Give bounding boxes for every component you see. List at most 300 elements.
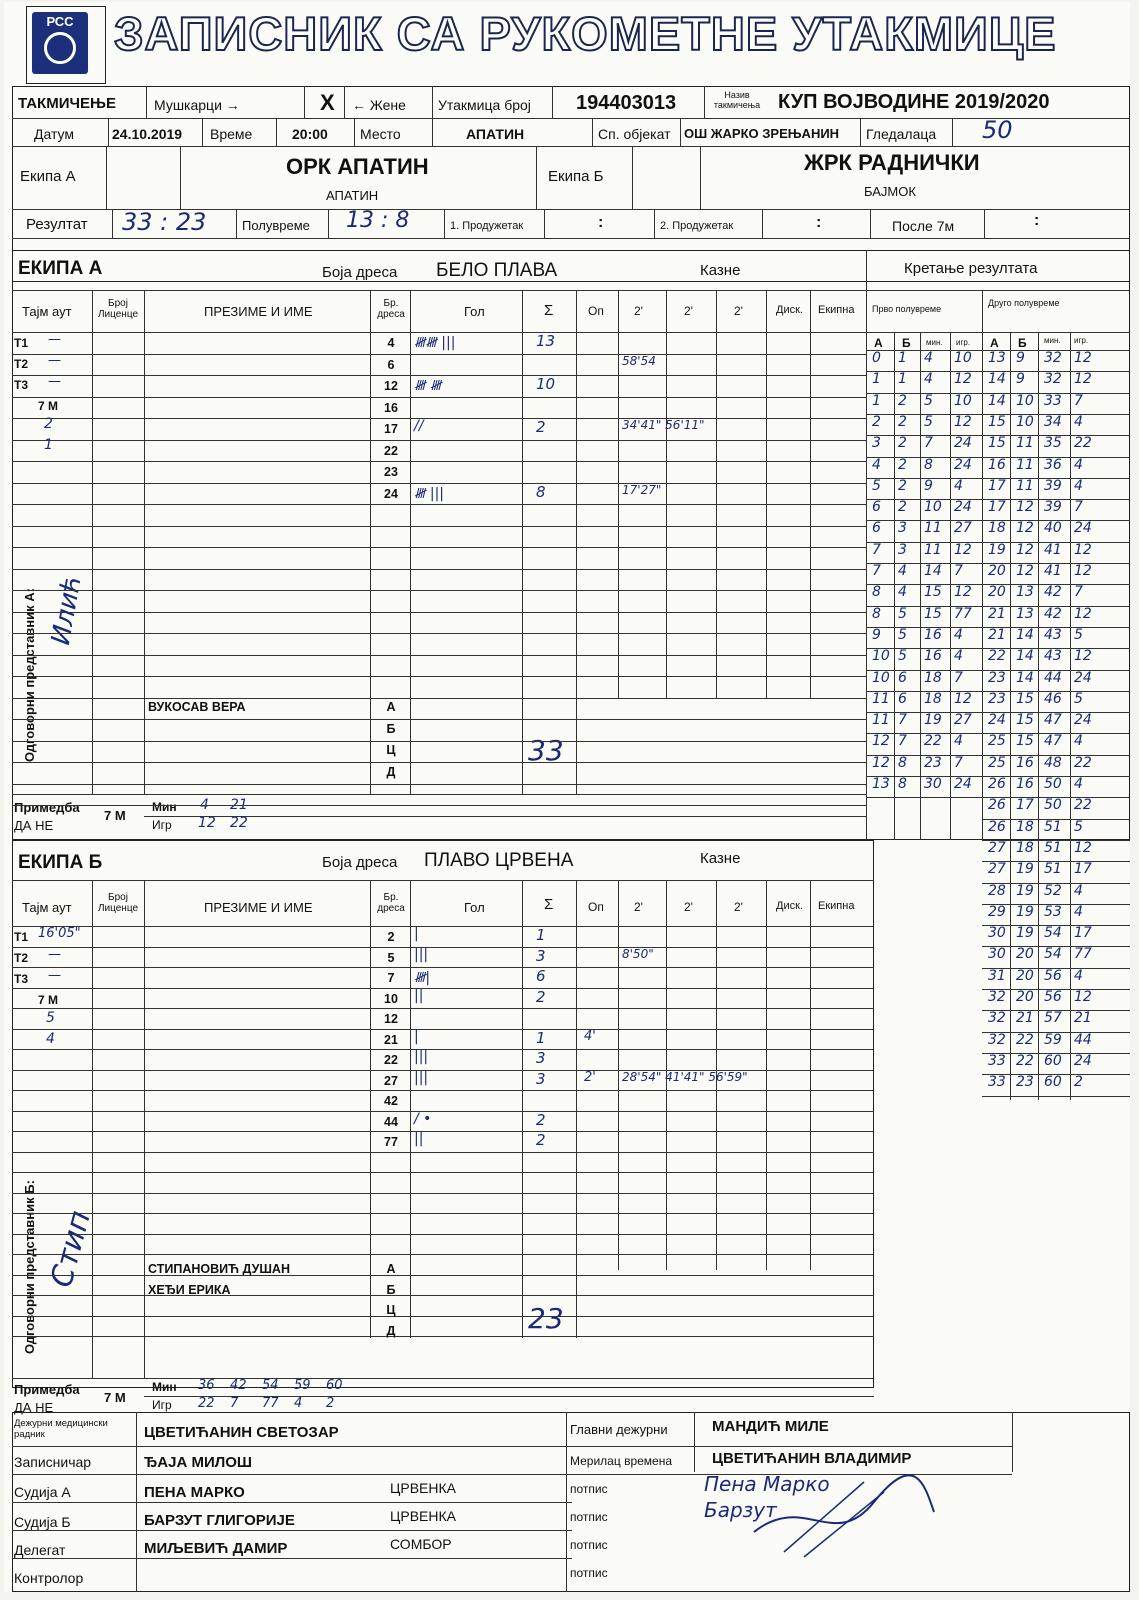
scorer-name: ЂАЈА МИЛОШ: [144, 1454, 252, 1471]
team-a-name: ОРК АПАТИН: [286, 154, 429, 179]
venue-label: Сп. објекат: [598, 126, 671, 142]
flow-row-line: [982, 968, 1130, 969]
official-letter: А: [386, 1262, 396, 1276]
team-b-7m-val-1: 5: [46, 1010, 55, 1026]
team-b-yes-no: ДА НЕ: [14, 1400, 54, 1415]
category-mark: X: [320, 90, 335, 115]
flow-col-line: [950, 332, 951, 840]
flow-first-cell: 10: [924, 499, 942, 516]
row-line: [12, 784, 866, 785]
flow-first-cell: 10: [872, 669, 890, 686]
flow-row-line: [982, 584, 1130, 585]
flow-row-line: [982, 989, 1130, 990]
flow-second-cell: 32: [988, 989, 1006, 1005]
flow-first-cell: 4: [898, 584, 907, 601]
jersey-number: 24: [384, 486, 398, 501]
team-b-7m-footer: 7 M: [104, 1390, 126, 1405]
row-line: [12, 1090, 874, 1091]
flow-second-cell: 48: [1044, 754, 1062, 771]
flow-second-cell: 19: [988, 541, 1006, 558]
flow-col-line: [1010, 332, 1011, 1100]
team-a-heading: ЕКИПА А: [18, 258, 103, 279]
flow-first-cell: 16: [924, 648, 942, 665]
flow-second-cell: 13: [1016, 605, 1034, 622]
flow-h1-a: А: [874, 336, 883, 350]
flow-row-line: [982, 563, 1130, 564]
team-a-t3-label: T3: [14, 378, 29, 392]
row-line: [12, 461, 866, 462]
flow-first-cell: 4: [954, 733, 963, 750]
team-b-igr-entry: 7: [230, 1396, 239, 1411]
jersey-number: 44: [384, 1114, 398, 1129]
team-a-igr-1: 12: [198, 815, 216, 831]
flow-second-cell: 22: [1016, 1031, 1034, 1048]
place-label: Место: [360, 126, 401, 142]
jersey-number: 6: [387, 357, 395, 372]
flow-second-cell: 56: [1044, 967, 1062, 984]
flow-row-line: [982, 1074, 1130, 1075]
flow-row-line: [982, 648, 1130, 649]
team-b-jersey-label: Боја дреса: [322, 854, 398, 871]
flow-second-cell: 54: [1044, 925, 1062, 942]
flow-second-cell: 17: [1074, 925, 1092, 942]
goal-sum: 1: [536, 926, 546, 944]
flow-second-cell: 4: [1074, 903, 1083, 920]
goal-sum: 3: [536, 1049, 546, 1067]
flow-second-cell: 4: [1074, 413, 1083, 430]
flow-h1-igr: игр.: [956, 338, 971, 347]
official-name: ХЕЂИ ЕРИКА: [148, 1282, 231, 1297]
logo-text: РСС: [46, 14, 74, 29]
flow-first-cell: 4: [954, 477, 963, 494]
delegate-name: МИЉЕВИЋ ДАМИР: [144, 1540, 288, 1557]
flow-second-cell: 44: [1074, 1031, 1092, 1048]
flow-first-cell: 7: [898, 733, 907, 750]
b-col-2min-1: 2': [634, 900, 643, 914]
signature-ref-a: Пена Марко: [704, 1472, 830, 1496]
jersey-number: 23: [384, 465, 398, 479]
flow-first-cell: 7: [954, 563, 963, 579]
goal-sum: 2: [536, 1131, 546, 1149]
flow-second-cell: 15: [1016, 733, 1034, 750]
flow-row-line: [866, 542, 982, 543]
jersey-number: 7: [387, 971, 395, 985]
flow-second-cell: 5: [1074, 626, 1083, 643]
match-number-label: Утакмица број: [438, 97, 531, 113]
competition-name-label: Назив такмичења: [713, 90, 761, 110]
b-col-disq: Диск.: [776, 900, 803, 912]
official-letter: Б: [386, 1282, 396, 1297]
flow-first-cell: 5: [924, 392, 933, 409]
flow-second-cell: 20: [1016, 946, 1034, 963]
flow-first-cell: 15: [924, 584, 942, 601]
flow-first-cell: 12: [954, 371, 972, 388]
overtime-2-value: :: [816, 214, 822, 231]
b-col-sum: Σ: [544, 896, 554, 913]
flow-second-cell: 7: [1074, 499, 1083, 516]
flow-second-cell: 13: [1016, 584, 1034, 601]
team-a-7m-val-1: 2: [44, 416, 53, 432]
row-line: [12, 1029, 874, 1030]
b-col-timeout: Тајм аут: [22, 900, 72, 915]
row-line: [12, 676, 866, 677]
ref-b-label: Судија Б: [14, 1514, 71, 1530]
official-letter: Б: [386, 721, 396, 736]
flow-first-cell: 5: [898, 605, 907, 622]
row-line: [12, 655, 866, 656]
flow-row-line: [982, 797, 1130, 798]
flow-first-cell: 2: [872, 413, 881, 430]
halftime-label: Полувреме: [242, 218, 310, 233]
flow-row-line: [982, 414, 1130, 415]
team-a-7m-val-2: 1: [44, 437, 53, 453]
flow-second-cell: 15: [988, 413, 1006, 430]
flow-second-cell: 12: [1016, 563, 1034, 579]
flow-second-cell: 30: [988, 925, 1006, 942]
flow-first-cell: 7: [898, 712, 907, 729]
flow-second-cell: 21: [988, 626, 1006, 643]
flow-first-cell: 12: [872, 754, 890, 771]
flow-second-cell: 19: [1016, 925, 1034, 942]
ref-a-city: ЦРВЕНКА: [390, 1480, 456, 1496]
flow-row-line: [866, 393, 982, 394]
team-b-min-entry: 54: [262, 1378, 279, 1393]
flow-second-cell: 60: [1044, 1074, 1062, 1091]
flow-second-cell: 32: [988, 1010, 1006, 1027]
team-a-min-2: 21: [230, 797, 248, 813]
team-b-t1-label: T1: [14, 930, 29, 944]
goal-sum: 2: [536, 1110, 546, 1129]
flow-col-line: [894, 332, 895, 840]
flow-col-line: [920, 332, 921, 840]
flow-second-cell: 12: [1074, 541, 1092, 558]
flow-h2-igr: игр.: [1074, 336, 1089, 345]
row-line: [12, 1131, 874, 1132]
flow-first-cell: 13: [872, 776, 890, 792]
flow-first-cell: 3: [898, 520, 907, 537]
flow-row-line: [982, 904, 1130, 905]
jersey-number: 10: [384, 991, 398, 1006]
jersey-number: 22: [384, 443, 398, 458]
flow-second-cell: 30: [988, 946, 1006, 963]
flow-first-cell: 2: [898, 477, 907, 494]
flow-second-cell: 31: [988, 967, 1006, 984]
flow-row-line: [866, 755, 982, 756]
col-license: Број Лиценце: [97, 298, 139, 320]
flow-second-cell: 54: [1044, 946, 1062, 963]
flow-h2-b: Б: [1018, 336, 1027, 350]
flow-second-cell: 19: [1016, 903, 1034, 920]
flow-row-line: [866, 499, 982, 500]
flow-row-line: [982, 819, 1130, 820]
col-goal: Гол: [464, 304, 485, 319]
flow-second-cell: 11: [1016, 477, 1034, 494]
b-col-2min-3: 2': [734, 900, 743, 914]
team-b-min-entry: 42: [230, 1378, 247, 1393]
flow-second-cell: 21: [988, 605, 1006, 622]
team-b-igr-entry: 77: [262, 1396, 279, 1411]
goal-tally: |||: [414, 946, 429, 963]
flow-row-line: [982, 457, 1130, 458]
flow-row-line: [866, 435, 982, 436]
flow-first-cell: 15: [924, 605, 942, 622]
flow-h2-min: мин.: [1044, 336, 1061, 345]
flow-second-cell: 22: [1016, 1052, 1034, 1069]
flow-second-cell: 22: [988, 648, 1006, 665]
flow-row-line: [982, 861, 1130, 862]
result-value: 33 : 23: [122, 208, 207, 236]
team-a-t3-value: —: [48, 374, 61, 389]
flow-second-cell: 24: [988, 712, 1006, 729]
team-a-t2-value: —: [48, 353, 61, 368]
flow-row-line: [866, 648, 982, 649]
row-line: [12, 1234, 874, 1235]
flow-row-line: [866, 797, 982, 798]
flow-second-cell: 43: [1044, 626, 1062, 643]
goal-sum: 6: [536, 967, 546, 985]
flow-second-cell: 4: [1074, 882, 1083, 899]
flow-second-cell: 20: [1016, 967, 1034, 984]
flow-second-cell: 16: [1016, 776, 1034, 792]
goal-sum: 8: [536, 482, 546, 501]
flow-second-cell: 32: [1044, 371, 1062, 388]
flow-first-cell: 7: [954, 754, 963, 771]
flow-first-cell: 0: [872, 350, 881, 366]
flow-row-line: [982, 1096, 1130, 1097]
flow-second-cell: 11: [1016, 456, 1034, 473]
suspension-times: 34'41" 56'11": [622, 418, 705, 432]
flow-first-cell: 6: [898, 669, 907, 686]
goal-sum: 3: [536, 1069, 546, 1088]
flow-first-cell: 12: [872, 733, 890, 750]
chief-label: Главни дежурни: [570, 1422, 668, 1437]
row-line: [12, 698, 866, 699]
goal-tally: 𝍸 |||: [414, 485, 445, 502]
team-b-heading: ЕКИПА Б: [18, 852, 103, 873]
flow-second-cell: 24: [1074, 520, 1092, 537]
time-label: Време: [210, 126, 253, 142]
flow-row-line: [982, 883, 1130, 884]
flow-row-line: [982, 925, 1130, 926]
row-line: [12, 1111, 874, 1112]
flow-second-cell: 16: [1016, 754, 1034, 771]
flow-second-cell: 22: [1074, 797, 1092, 814]
flow-row-line: [866, 478, 982, 479]
team-b-igr-entry: 22: [198, 1396, 215, 1411]
ref-a-sign-label: потпис: [570, 1482, 608, 1496]
official-letter: Д: [386, 764, 396, 779]
official-letter: Д: [386, 1323, 396, 1338]
team-b-7m-label: 7 M: [38, 993, 59, 1007]
flow-second-cell: 14: [1016, 626, 1034, 643]
flow-second-cell: 34: [1044, 413, 1062, 430]
row-line: [12, 1193, 874, 1194]
row-line: [12, 741, 866, 742]
goal-tally: 𝍸|: [414, 970, 431, 986]
goal-sum: 2: [536, 987, 546, 1006]
flow-first-cell: 5: [898, 626, 907, 643]
logo-frame: [26, 6, 106, 84]
flow-first-cell: 23: [924, 754, 942, 771]
flow-first-cell: 12: [954, 690, 972, 707]
jersey-number: 27: [384, 1073, 398, 1088]
team-b-t3-label: T3: [14, 972, 29, 986]
ref-a-label: Судија А: [14, 1484, 71, 1500]
signature-ref-b: Барзут: [704, 1498, 777, 1522]
flow-first-cell: 9: [872, 626, 881, 643]
flow-second-cell: 12: [1016, 520, 1034, 537]
jersey-number: 16: [384, 400, 398, 415]
official-letter: А: [386, 700, 396, 714]
flow-second-cell: 4: [1074, 456, 1083, 473]
flow-row-line: [866, 371, 982, 372]
official-name: СТИПАНОВИЋ ДУШАН: [148, 1262, 290, 1276]
col-sum: Σ: [544, 302, 554, 319]
flow-second-cell: 20: [988, 563, 1006, 579]
flow-h1-min: мин.: [926, 338, 943, 347]
ref-b-name: БАРЗУТ ГЛИГОРИЈЕ: [144, 1512, 295, 1529]
goal-tally: |: [414, 1028, 419, 1045]
halftime-value: 13 : 8: [346, 208, 410, 233]
flow-second-cell: 15: [1016, 690, 1034, 707]
flow-second-cell: 41: [1044, 541, 1062, 558]
medic-label: Дежурни медицински радник: [14, 1418, 108, 1440]
team-a-igr-2: 22: [230, 815, 248, 831]
jersey-number: 17: [384, 422, 398, 436]
flow-second-cell: 17: [988, 499, 1006, 516]
team-b-jersey: ПЛАВО ЦРВЕНА: [424, 850, 574, 871]
row-line: [12, 569, 866, 570]
date-label: Датум: [34, 126, 74, 142]
goal-sum: 1: [536, 1028, 546, 1047]
flow-second-cell: 4: [1074, 477, 1083, 494]
flow-second-cell: 26: [988, 776, 1006, 792]
flow-first-cell: 1: [872, 392, 881, 409]
flow-row-line: [866, 691, 982, 692]
row-line: [12, 1152, 874, 1153]
b-col-warn: Оп: [588, 900, 604, 914]
flow-row-line: [866, 670, 982, 671]
row-line: [12, 590, 866, 591]
flow-second-cell: 16: [988, 456, 1006, 473]
col-team: Екипна: [818, 304, 855, 316]
flow-row-line: [866, 520, 982, 521]
flow-first-cell: 2: [898, 392, 907, 409]
flow-row-line: [982, 499, 1130, 500]
team-b-name: ЖРК РАДНИЧКИ: [804, 150, 980, 175]
team-b-rep-label: Одговорни представник Б:: [22, 1180, 37, 1354]
team-b-min-entry: 59: [294, 1378, 311, 1393]
flow-second-cell: 15: [988, 435, 1006, 452]
flow-first-cell: 4: [898, 563, 907, 579]
goal-tally: |: [414, 926, 419, 942]
signature-scribble: [744, 1472, 944, 1562]
flow-second-cell: 41: [1044, 563, 1062, 579]
flow-first-cell: 4: [954, 626, 963, 643]
flow-second-cell: 10: [1016, 413, 1034, 430]
flow-first-cell: 7: [954, 669, 963, 686]
flow-second-cell: 14: [988, 392, 1006, 409]
goal-tally: ||: [414, 987, 424, 1004]
ref-b-sign-label: потпис: [570, 1510, 608, 1524]
col-second-half: Друго полувреме: [988, 298, 1060, 308]
flow-row-line: [866, 733, 982, 734]
jersey-number: 22: [384, 1053, 398, 1067]
flow-second-cell: 50: [1044, 776, 1062, 792]
flow-second-cell: 14: [988, 371, 1006, 388]
flow-first-cell: 11: [924, 541, 942, 558]
flow-second-cell: 33: [988, 1052, 1006, 1069]
flow-row-line: [982, 755, 1130, 756]
flow-second-cell: 15: [1016, 712, 1034, 729]
flow-row-line: [866, 414, 982, 415]
chief-name: МАНДИЋ МИЛЕ: [712, 1418, 829, 1435]
flow-first-cell: 10: [872, 648, 890, 665]
b-col-goal: Гол: [464, 900, 485, 915]
flow-first-cell: 24: [954, 499, 972, 516]
flow-first-cell: 12: [954, 413, 972, 430]
col-name: ПРЕЗИМЕ И ИМЕ: [204, 304, 313, 319]
team-a-min-1: 4: [200, 797, 209, 813]
team-b-t1-value: 16'05": [38, 926, 81, 941]
jersey-number: 5: [387, 950, 395, 965]
flow-first-cell: 1: [898, 371, 907, 388]
col-jersey-no: Бр. дреса: [377, 298, 405, 320]
flow-second-cell: 60: [1044, 1052, 1062, 1069]
flow-row-line: [982, 393, 1130, 394]
flow-row-line: [866, 563, 982, 564]
team-a-t1-value: —: [48, 332, 61, 347]
overtime-1-label: 1. Продужетак: [450, 220, 524, 232]
flow-second-cell: 2: [1074, 1074, 1083, 1091]
flow-second-cell: 18: [988, 520, 1006, 537]
col-first-half: Прво полувреме: [872, 304, 942, 314]
flow-first-cell: 2: [898, 499, 907, 516]
flow-first-cell: 11: [924, 520, 942, 537]
flow-second-cell: 33: [1044, 392, 1062, 409]
col-2min-3: 2': [734, 304, 743, 318]
jersey-number: 2: [387, 930, 395, 944]
row-line: [12, 926, 874, 927]
flow-second-cell: 32: [988, 1031, 1006, 1048]
flow-first-cell: 7: [872, 541, 881, 558]
col-warn: Оп: [588, 304, 604, 318]
flow-h1-b: Б: [902, 336, 911, 350]
flow-first-cell: 24: [954, 456, 972, 473]
flow-second-cell: 7: [1074, 584, 1083, 601]
goal-tally: |||: [414, 1069, 429, 1086]
flow-row-line: [982, 1032, 1130, 1033]
flow-second-cell: 14: [1016, 648, 1034, 665]
goal-tally: //: [414, 418, 424, 434]
goal-sum: 13: [536, 332, 556, 350]
team-a-remark-label: Примедба: [14, 800, 80, 815]
row-line: [12, 547, 866, 548]
row-line: [12, 1316, 874, 1317]
flow-first-cell: 5: [872, 477, 881, 494]
flow-row-line: [866, 606, 982, 607]
flow-row-line: [982, 542, 1130, 543]
flow-first-cell: 4: [872, 456, 881, 473]
flow-second-cell: 9: [1016, 371, 1025, 388]
col-2min-2: 2': [684, 304, 693, 318]
flow-first-cell: 8: [872, 584, 881, 601]
flow-second-cell: 7: [1074, 392, 1083, 409]
row-line: [12, 1295, 874, 1296]
flow-second-cell: 12: [1074, 839, 1092, 856]
b-col-2min-2: 2': [684, 900, 693, 914]
flow-row-line: [982, 435, 1130, 436]
